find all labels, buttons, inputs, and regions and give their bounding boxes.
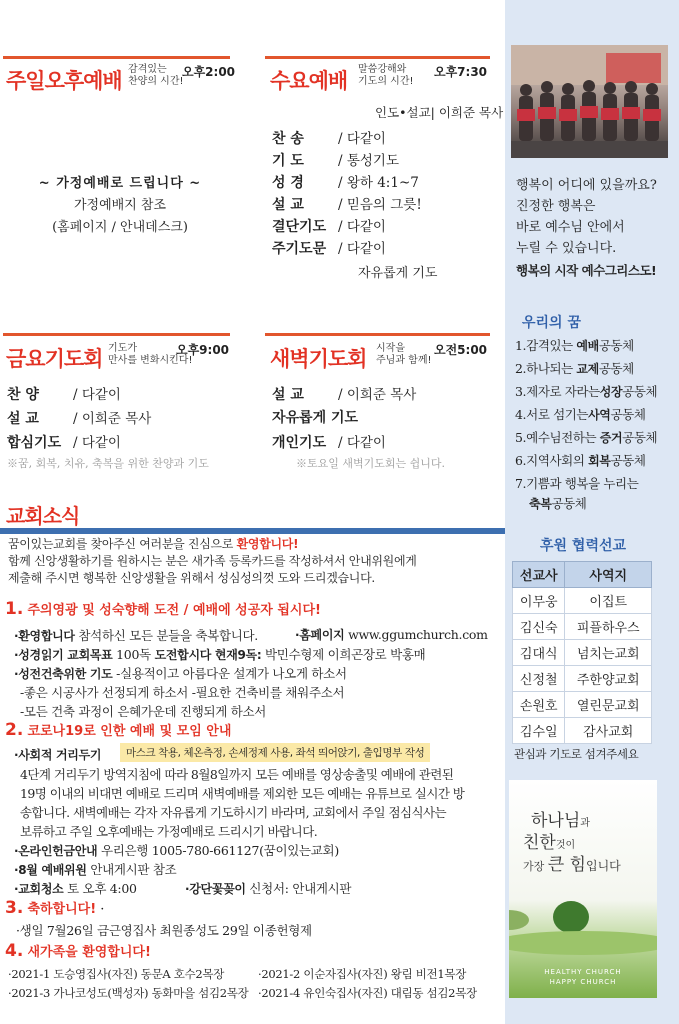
missionary-name: 김수일 [513, 718, 565, 744]
mission-row [513, 588, 652, 614]
tree-illustration [509, 885, 657, 965]
mission-field: 넘치는교회 [565, 640, 652, 666]
dream-item-7-line-2: 축복공동체 [529, 496, 587, 511]
sunday-topbar [3, 56, 230, 59]
wednesday-row-label: 기 도 [272, 153, 304, 169]
friday-row [7, 407, 151, 428]
news-divider [0, 528, 505, 534]
friday-topbar [3, 333, 230, 336]
friday-row-label: 찬 양 [7, 387, 39, 403]
wednesday-subtitle: 말씀강해와 기도의 시간! [358, 64, 414, 87]
wednesday-row [272, 171, 419, 192]
mission-footer: 관심과 기도로 섬겨주세요 [514, 747, 639, 761]
mission-table [512, 561, 652, 744]
poster-footer-1: HEALTHY CHURCH [544, 968, 622, 976]
dream-item: 2.하나되는 교제공동체 [515, 361, 634, 376]
dawn-topbar [265, 333, 490, 336]
missionary-name: 이무웅 [513, 588, 565, 614]
mission-header-field: 사역지 [565, 562, 652, 588]
news-item-2-usher: ·8월 예배위원 안내게시판 참조 [14, 862, 177, 877]
happy-line-3: 바로 예수님 안에서 [516, 220, 625, 235]
wednesday-row [272, 127, 386, 148]
poster-line-2: 친한것이 [523, 833, 576, 853]
friday-time: 오후9:00 [176, 343, 230, 357]
mission-header-missionary: 선교사 [513, 562, 565, 588]
wednesday-closing: 자유롭게 기도 [358, 266, 438, 281]
sunday-line-2: 가정예배지 참조 [73, 198, 167, 213]
news-item-1-line-4: -좋은 시공사가 선정되게 하소서 -필요한 건축비를 채워주소서 [20, 685, 345, 700]
wednesday-row-value: / 왕하 4:1~7 [338, 175, 419, 191]
news-item-1-line-3: ·성전건축위한 기도 -실용적이고 아름다운 설계가 나오게 하소서 [14, 666, 347, 681]
wednesday-row-value: / 통성기도 [338, 153, 400, 169]
sunday-line-1: ~ 가정예배로 드립니다 ~ [38, 176, 202, 191]
friday-note: ※꿈, 회복, 치유, 축복을 위한 찬양과 기도 [7, 457, 209, 470]
news-item-4-title: 4. 새가족을 환영합니다! [5, 941, 151, 961]
wednesday-row-value: / 믿음의 그릇! [338, 197, 422, 213]
news-item-4-line-1b: ·2021-2 이순자집사(자진) 왕림 비전1목장 [258, 967, 466, 981]
news-item-1-homepage: ·홈페이지 www.ggumchurch.com [295, 627, 488, 642]
dawn-row-label: 설 교 [272, 387, 304, 403]
friday-row-label: 설 교 [7, 411, 39, 427]
missionary-name: 신정철 [513, 666, 565, 692]
mission-row [513, 718, 652, 744]
news-item-4-line-2a: ·2021-3 가나코성도(백성자) 동화마을 섬김2목장 [8, 986, 249, 1000]
dawn-row [272, 431, 386, 452]
missionary-name: 김신숙 [513, 614, 565, 640]
wednesday-row-label: 성 경 [272, 175, 304, 191]
friday-subtitle: 기도가 만사를 변화시킨다! [108, 343, 193, 366]
dawn-row-value: / 이희준 목사 [338, 387, 417, 403]
mission-field: 감사교회 [565, 718, 652, 744]
dawn-time: 오전5:00 [434, 343, 488, 357]
news-item-2-paragraph: 4단계 거리두기 방역지침에 따라 8월8일까지 모든 예배를 영상송출및 예배에 관련된 19명 이내의 비대면 예배로 드리며 새벽예배를 제외한 모든 예배는 유튜브로 실시간 방 송합니다. 새벽예배는 각자 자유롭게 기도하시기 바라며, 교회에서 주일 점심식사는 보류하고 주일 오후예배는 가정예배로 드리시기 바랍니다. [20, 767, 465, 839]
mission-row [513, 614, 652, 640]
poster-footer-2: HAPPY CHURCH [549, 978, 617, 986]
wednesday-row [272, 215, 386, 236]
wednesday-topbar [265, 56, 490, 59]
wednesday-row-value: / 다같이 [338, 219, 386, 235]
mission-row [513, 666, 652, 692]
dawn-row-label: 개인기도 [272, 435, 327, 451]
friday-row-value: / 다같이 [73, 387, 121, 403]
news-item-2-online: ·온라인헌금안내 우리은행 1005-780-661127(꿈이있는교회) [14, 843, 339, 858]
congregation-photo [511, 45, 668, 158]
news-item-1-title: 1. 주의영광 및 성숙향해 도전 / 예배에 성공자 됩시다! [5, 599, 321, 619]
sunday-time: 오후2:00 [182, 65, 236, 79]
wednesday-row [272, 193, 422, 214]
wednesday-row-label: 설 교 [272, 197, 304, 213]
news-item-3-line: ·생일 7월26일 금근영집사 최원종성도 29일 이종헌형제 [16, 923, 312, 938]
wednesday-row-label: 결단기도 [272, 219, 327, 235]
news-item-2-flower: ·강단꽃꽂이 신청서: 안내게시판 [185, 881, 352, 896]
poster-line-3: 가장 큰 힘입니다 [523, 855, 621, 875]
welcome-text: 꿈이있는교회를 찾아주신 여러분을 진심으로 환영합니다! 함께 신앙생활하기를 원하시는 분은 새가족 등록카드를 작성하셔서 안내위원에게 제출해 주시면 행복한 신앙생활을 위해서 성심성의껏 도와 드리겠습니다. [8, 537, 417, 585]
mission-row [513, 640, 652, 666]
sunday-title: 주일오후예배 [6, 69, 122, 93]
wednesday-row-value: / 다같이 [338, 131, 386, 147]
news-item-1-line-5: -모든 건축 과정이 은혜가운데 진행되게 하소서 [20, 704, 267, 719]
news-item-4-line-1a: ·2021-1 도승영집사(자진) 동문A 호수2목장 [8, 967, 225, 981]
happy-bold: 행복의 시작 예수그리스도! [516, 263, 657, 278]
wednesday-leader: 인도•설교| 이희준 목사 [375, 105, 504, 120]
dawn-note: ※토요일 새벽기도회는 쉽니다. [296, 457, 446, 470]
dream-item: 3.제자로 자라는성장공동체 [515, 384, 658, 399]
happy-line-2: 진정한 행복은 [516, 199, 596, 214]
happy-line-4: 누릴 수 있습니다. [516, 241, 617, 256]
mission-title: 후원 협력선교 [540, 538, 627, 554]
poster [509, 780, 657, 998]
dream-item: 6.지역사회의 회복공동체 [515, 453, 646, 468]
wednesday-row-label: 주기도문 [272, 241, 327, 257]
dawn-row [272, 407, 359, 427]
wednesday-row [272, 237, 386, 258]
dream-item: 7.기쁨과 행복을 누리는 [515, 476, 639, 491]
missionary-name: 김대식 [513, 640, 565, 666]
news-heading: 교회소식 [6, 504, 80, 528]
sunday-subtitle: 감격있는 찬양의 시간! [128, 64, 184, 87]
friday-row-value: / 이희준 목사 [73, 411, 152, 427]
news-item-3-title: 3. 축하합니다! · [5, 898, 105, 918]
missionary-name: 손원호 [513, 692, 565, 718]
friday-title: 금요기도회 [6, 347, 103, 371]
mission-row [513, 692, 652, 718]
news-item-2-distance-box: 마스크 착용, 체온측정, 손세정제 사용, 좌석 띄어앉기, 출입명부 작성 [120, 743, 430, 762]
news-item-4-line-2b: ·2021-4 유인숙집사(자진) 대림동 섬김2목장 [258, 986, 477, 1000]
wednesday-title: 수요예배 [270, 69, 348, 93]
news-item-1-line-1: ·환영합니다 참석하신 모든 분들을 축복합니다. [14, 628, 258, 643]
poster-line-1: 하나님과 [531, 811, 590, 831]
wednesday-time: 오후7:30 [434, 65, 488, 79]
mission-field: 이집트 [565, 588, 652, 614]
mission-field: 열린문교회 [565, 692, 652, 718]
wednesday-row-value: / 다같이 [338, 241, 386, 257]
news-item-2-distance: ·사회적 거리두기 [14, 748, 102, 762]
dawn-subtitle: 시작을 주님과 함께! [376, 343, 432, 366]
friday-row-value: / 다같이 [73, 435, 121, 451]
wednesday-row [272, 149, 399, 170]
dream-item: 4.서로 섬기는사역공동체 [515, 407, 646, 422]
sunday-line-3: (홈페이지 / 안내데스크) [52, 220, 188, 235]
dawn-row-value: / 다같이 [338, 435, 386, 451]
news-item-2-title: 2. 코로나19로 인한 예배 및 모임 안내 [5, 720, 232, 740]
dawn-row [272, 383, 416, 404]
mission-field: 피플하우스 [565, 614, 652, 640]
happy-line-1: 행복이 어디에 있을까요? [516, 178, 657, 193]
dream-item: 1.감격있는 예배공동체 [515, 338, 634, 353]
friday-row [7, 383, 121, 404]
wednesday-row-label: 찬 송 [272, 131, 304, 147]
mission-field: 주한양교회 [565, 666, 652, 692]
news-item-1-line-2: ·성경읽기 교회목표 100독 도전합시다 현재9독: 박민수형제 이희곤장로 박홍매 [14, 647, 426, 662]
dream-title: 우리의 꿈 [522, 315, 581, 331]
dawn-row-label: 자유롭게 기도 [272, 410, 359, 426]
dream-item: 5.예수님전하는 증거공동체 [515, 430, 658, 445]
news-item-2-clean: ·교회청소 토 오후 4:00 [14, 881, 137, 896]
friday-row-label: 합심기도 [7, 435, 62, 451]
dawn-title: 새벽기도회 [270, 347, 367, 371]
friday-row [7, 431, 121, 452]
